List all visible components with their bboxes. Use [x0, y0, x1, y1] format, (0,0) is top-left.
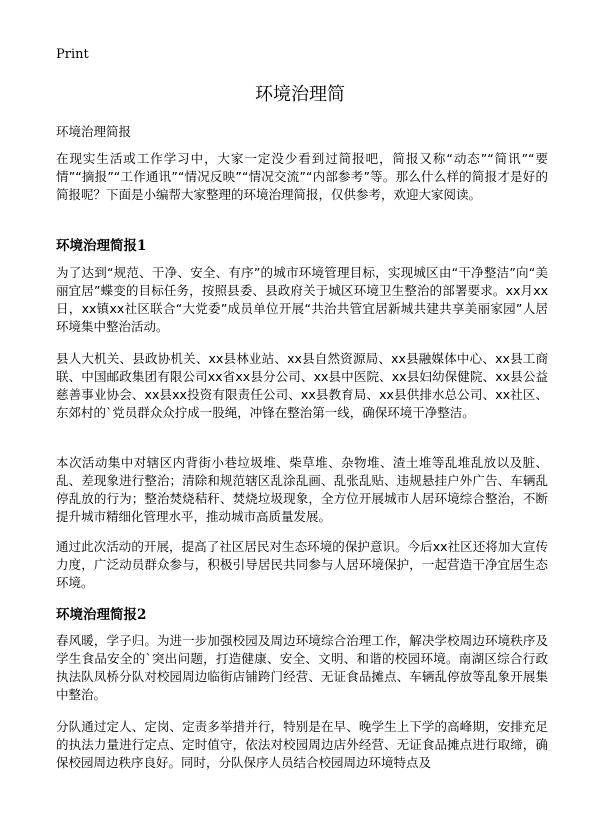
section-2-paragraph-1: 春风暖，学子归。为进一步加强校园及周边环境综合治理工作，解决学校周边环境秩序及学生食品安全的`突出问题，打造健康、安全、文明、和谐的校园环境。南湖区综合行政执法队凤桥分队对校园周边临街店铺跨门经营、无证食品摊点、车辆乱停放等乱象开展集中整治。 [56, 633, 548, 702]
section-heading-2: 环境治理简报2 [56, 607, 147, 623]
section-1-paragraph-1: 为了达到“规范、干净、安全、有序”的城市环境管理目标，实现城区由“干净整洁”向“美丽宜居”蝶变的目标任务，按照县委、县政府关于城区环境卫生整治的部署要求。xx月xx日，xx镇xx社区联合“大党委”成员单位开展“共治共管宜居新城共建共享美丽家园”人居环境集中整治活动。 [56, 265, 548, 334]
document-subtitle: 环境治理简报 [56, 124, 132, 139]
document-title: 环境治理简 [255, 84, 345, 105]
section-1-paragraph-3: 本次活动集中对辖区内背街小巷垃圾堆、柴草堆、杂物堆、渣土堆等乱堆乱放以及脏、乱、差现象进行整治；清除和规范辖区乱涂乱画、乱张乱贴、违规悬挂户外广告、车辆乱停乱放的行为；整治焚烧秸秆、焚烧垃圾现象，全方位开展城市人居环境综合整治，不断提升城市精细化管理水平，推动城市高质量发展。 [56, 455, 548, 524]
print-link[interactable]: Print [56, 47, 89, 62]
intro-paragraph: 在现实生活或工作学习中，大家一定没少看到过简报吧，简报又称“动态”“简讯”“要情”“摘报”“工作通讯”“情况反映”“情况交流”“内部参考”等。那么什么样的简报才是好的简报呢？下面是小编帮大家整理的环境治理简报，仅供参考，欢迎大家阅读。 [56, 151, 548, 202]
section-1-paragraph-2: 县人大机关、县政协机关、xx县林业站、xx县自然资源局、xx县融媒体中心、xx县工商联、中国邮政集团有限公司xx省xx县分公司、xx县中医院、xx县妇幼保健院、xx县公益慈善事业协会、xx县xx投资有限责任公司、xx县教育局、xx县供排水总公司、xx社区、东郊村的`党员群众众拧成一股绳，冲锋在整治第一线，确保环境干净整洁。 [56, 351, 548, 420]
section-1-paragraph-4: 通过此次活动的开展，提高了社区居民对生态环境的保护意识。今后xx社区还将加大宣传力度，广泛动员群众参与，积极引导居民共同参与人居环境保护，一起营造干净宜居生态环境。 [56, 539, 548, 590]
section-heading-1: 环境治理简报1 [56, 238, 147, 254]
section-2-paragraph-2: 分队通过定人、定岗、定责多举措并行，特别是在早、晚学生上下学的高峰期，安排充足的执法力量进行定点、定时值守，依法对校园周边店外经营、无证食品摊点进行取缔，确保校园周边秩序良好。同时，分队保序人员结合校园周边环境特点及 [56, 719, 548, 770]
